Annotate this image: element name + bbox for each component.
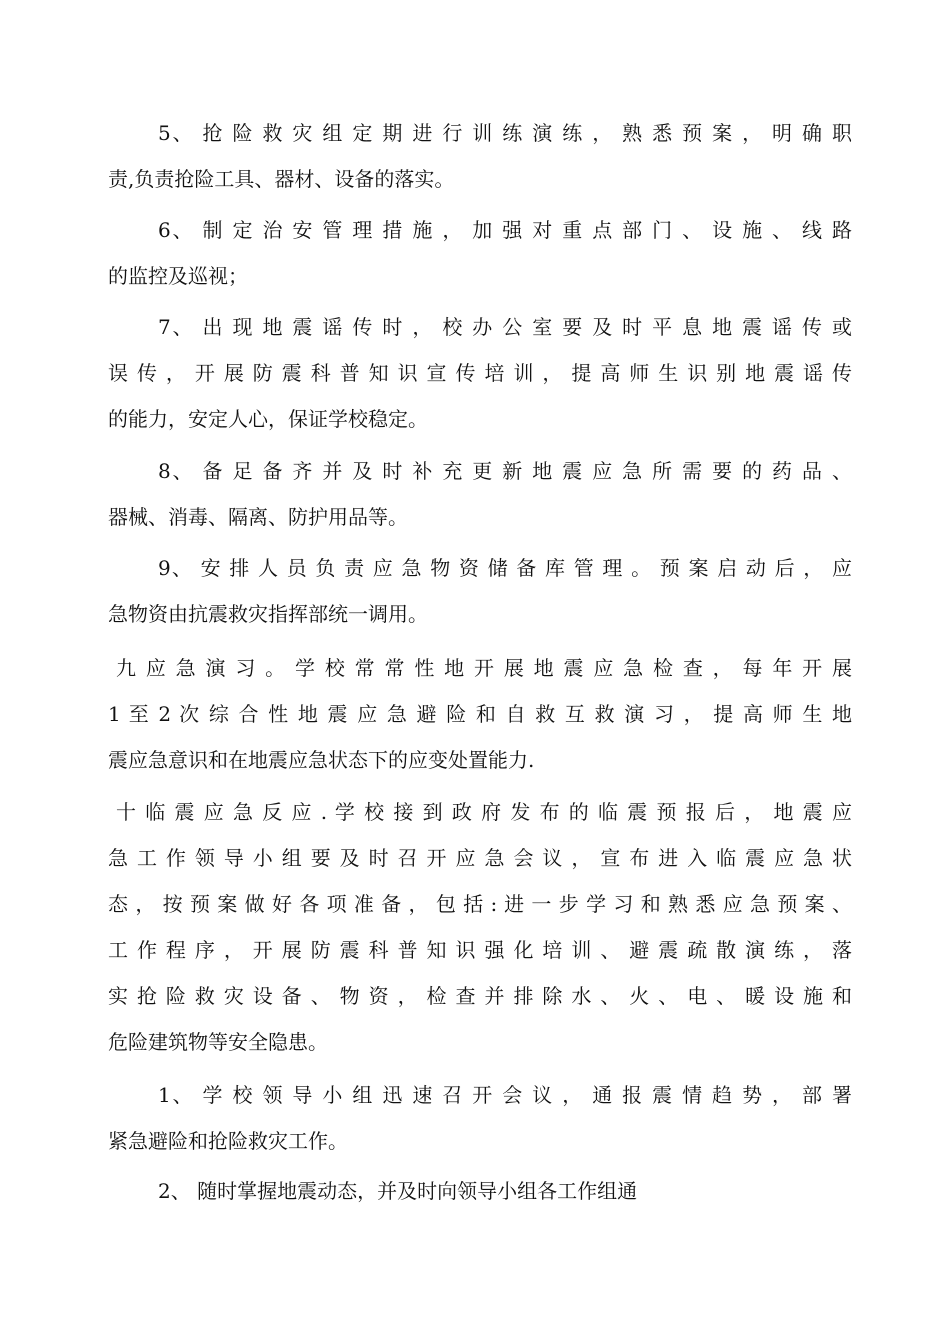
text-line: 责,负责抢险工具、器材、设备的落实。 <box>108 167 455 191</box>
paragraph-item-7 <box>108 304 852 442</box>
paragraph-item-8 <box>108 448 852 540</box>
text-line: 1 至 2 次 综 合 性 地 震 应 急 避 险 和 自 救 互 救 演 习 ， 提 高 师 生 地 <box>108 702 852 726</box>
paragraph-item-6 <box>108 207 852 299</box>
text-line: 工 作 程 序 ， 开 展 防 震 科 普 知 识 强 化 培 训 、 避 震 疏 散 演 练 ， 落 <box>108 938 852 962</box>
text-line: 的监控及巡视； <box>108 264 248 288</box>
text-line: 急 工 作 领 导 小 组 要 及 时 召 开 应 急 会 议 ， 宣 布 进 入 临 震 应 急 状 <box>108 846 852 870</box>
text-line: 1、 学 校 领 导 小 组 迅 速 召 开 会 议 ， 通 报 震 情 趋 势 ， 部 署 <box>158 1083 852 1107</box>
text-line: 6、 制 定 治 安 管 理 措 施 ， 加 强 对 重 点 部 门 、 设 施 、 线 路 <box>158 218 852 242</box>
text-line: 误 传 ， 开 展 防 震 科 普 知 识 宣 传 培 训 ， 提 高 师 生 识 别 地 震 谣 传 <box>108 361 852 385</box>
text-line: 8、 备 足 备 齐 并 及 时 补 充 更 新 地 震 应 急 所 需 要 的 药 品 、 <box>158 459 852 483</box>
text-line: 紧急避险和抢险救灾工作。 <box>108 1129 348 1153</box>
text-line: 的能力，安定人心，保证学校稳定。 <box>108 407 428 431</box>
paragraph-item-9 <box>108 545 852 637</box>
text-line: 9、 安 排 人 员 负 责 应 急 物 资 储 备 库 管 理 。 预 案 启 动 后 ， 应 <box>158 556 852 580</box>
text-line: 震应急意识和在地震应急状态下的应变处置能力. <box>108 748 535 772</box>
text-line: 急物资由抗震救灾指挥部统一调用。 <box>108 602 428 626</box>
text-line: 危险建筑物等安全隐患。 <box>108 1030 328 1054</box>
paragraph-item-1 <box>108 1072 852 1164</box>
section-ten-response <box>108 789 852 1065</box>
text-line: 实 抢 险 救 灾 设 备 、 物 资 ， 检 查 并 排 除 水 、 火 、 电 、 暖 设 施 和 <box>108 984 852 1008</box>
text-line: 2、 随时掌握地震动态，并及时向领导小组各工作组通 <box>158 1179 638 1203</box>
paragraph-item-5 <box>108 110 852 202</box>
text-line: 九 应 急 演 习 。 学 校 常 常 性 地 开 展 地 震 应 急 检 查 ， 每 年 开 展 <box>116 656 852 680</box>
text-line: 十 临 震 应 急 反 应 . 学 校 接 到 政 府 发 布 的 临 震 预 报 后 ， 地 震 应 <box>116 800 852 824</box>
text-line: 态 ， 按 预 案 做 好 各 项 准 备 ， 包 括 : 进 一 步 学 习 和 熟 悉 应 急 预 案 、 <box>108 892 852 916</box>
text-line: 7、 出 现 地 震 谣 传 时 ， 校 办 公 室 要 及 时 平 息 地 震 谣 传 或 <box>158 315 852 339</box>
section-nine-drill <box>108 645 852 783</box>
paragraph-item-2 <box>108 1168 852 1214</box>
text-line: 器械、消毒、隔离、防护用品等。 <box>108 505 408 529</box>
text-line: 5、 抢 险 救 灾 组 定 期 进 行 训 练 演 练 ， 熟 悉 预 案 ， 明 确 职 <box>158 121 852 145</box>
